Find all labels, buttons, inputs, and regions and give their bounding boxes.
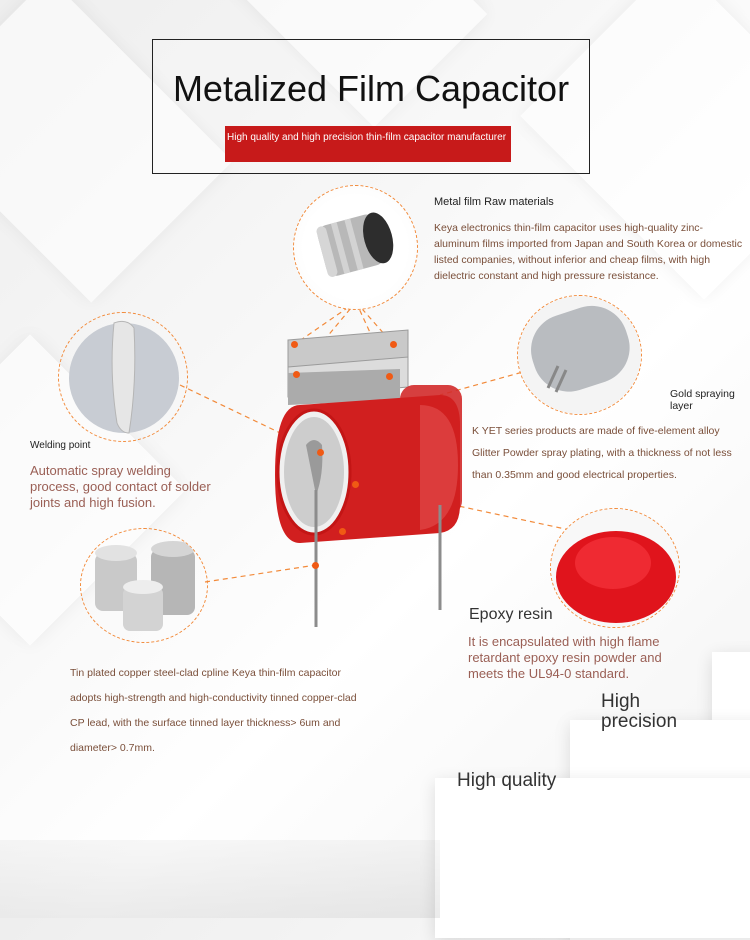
lead-description: Tin plated copper steel-clad cpline Keya thin-film capacitor adopts high-strength and high-conductivity tinned copper-clad CP lead, with the surface tinned layer thickness> 6um and diameter> 0.7mm. [70,667,357,754]
welding-point-description: Automatic spray welding process, good contact of solder joints and high fusion. [30,463,211,510]
metal-film-roll-image [294,186,418,310]
welding-point-circle [58,312,188,442]
gold-spraying-circle [517,295,642,415]
welding-point-image [59,313,188,442]
capacitor-illustration [270,325,470,630]
marker-dot [390,341,397,348]
gold-spraying-image [518,296,642,415]
marker-dot [386,373,393,380]
epoxy-resin-image [551,509,680,628]
high-precision-label: High precision [601,691,678,732]
epoxy-resin-circle [550,508,680,628]
epoxy-resin-heading: Epoxy resin [469,606,553,623]
marker-dot [352,481,359,488]
page-title: Metalized Film Capacitor [172,68,570,109]
gold-spraying-description: K YET series products are made of five-element alloy Glitter Powder spray plating, with a thickness of not less than 0.35mm and good electrical properties. [472,425,732,481]
marker-dot [293,371,300,378]
welding-point-heading: Welding point [30,440,91,451]
metal-film-heading: Metal film Raw materials [434,196,554,208]
marker-dot [317,449,324,456]
floor-shadow [0,840,440,918]
stair-bottom [435,778,750,938]
gold-spraying-heading: Gold spraying layer [670,388,735,412]
tinned-wire-image [81,529,208,643]
marker-dot [291,341,298,348]
tinned-wire-circle [80,528,208,643]
metal-film-circle [293,185,418,310]
high-quality-label: High quality [457,770,557,791]
marker-dot [312,562,319,569]
epoxy-resin-description: It is encapsulated with high flame retardant epoxy resin powder and meets the UL94-0 standard. [468,634,662,681]
marker-dot [339,528,346,535]
subtitle-banner: High quality and high precision thin-film capacitor manufacturer [225,126,511,162]
metal-film-description: Keya electronics thin-film capacitor uses high-quality zinc-aluminum films imported from Japan and South Korea or domestic listed companies, without inferior and cheap films, with high dielectric constant and high pressure resistance. [434,222,743,282]
